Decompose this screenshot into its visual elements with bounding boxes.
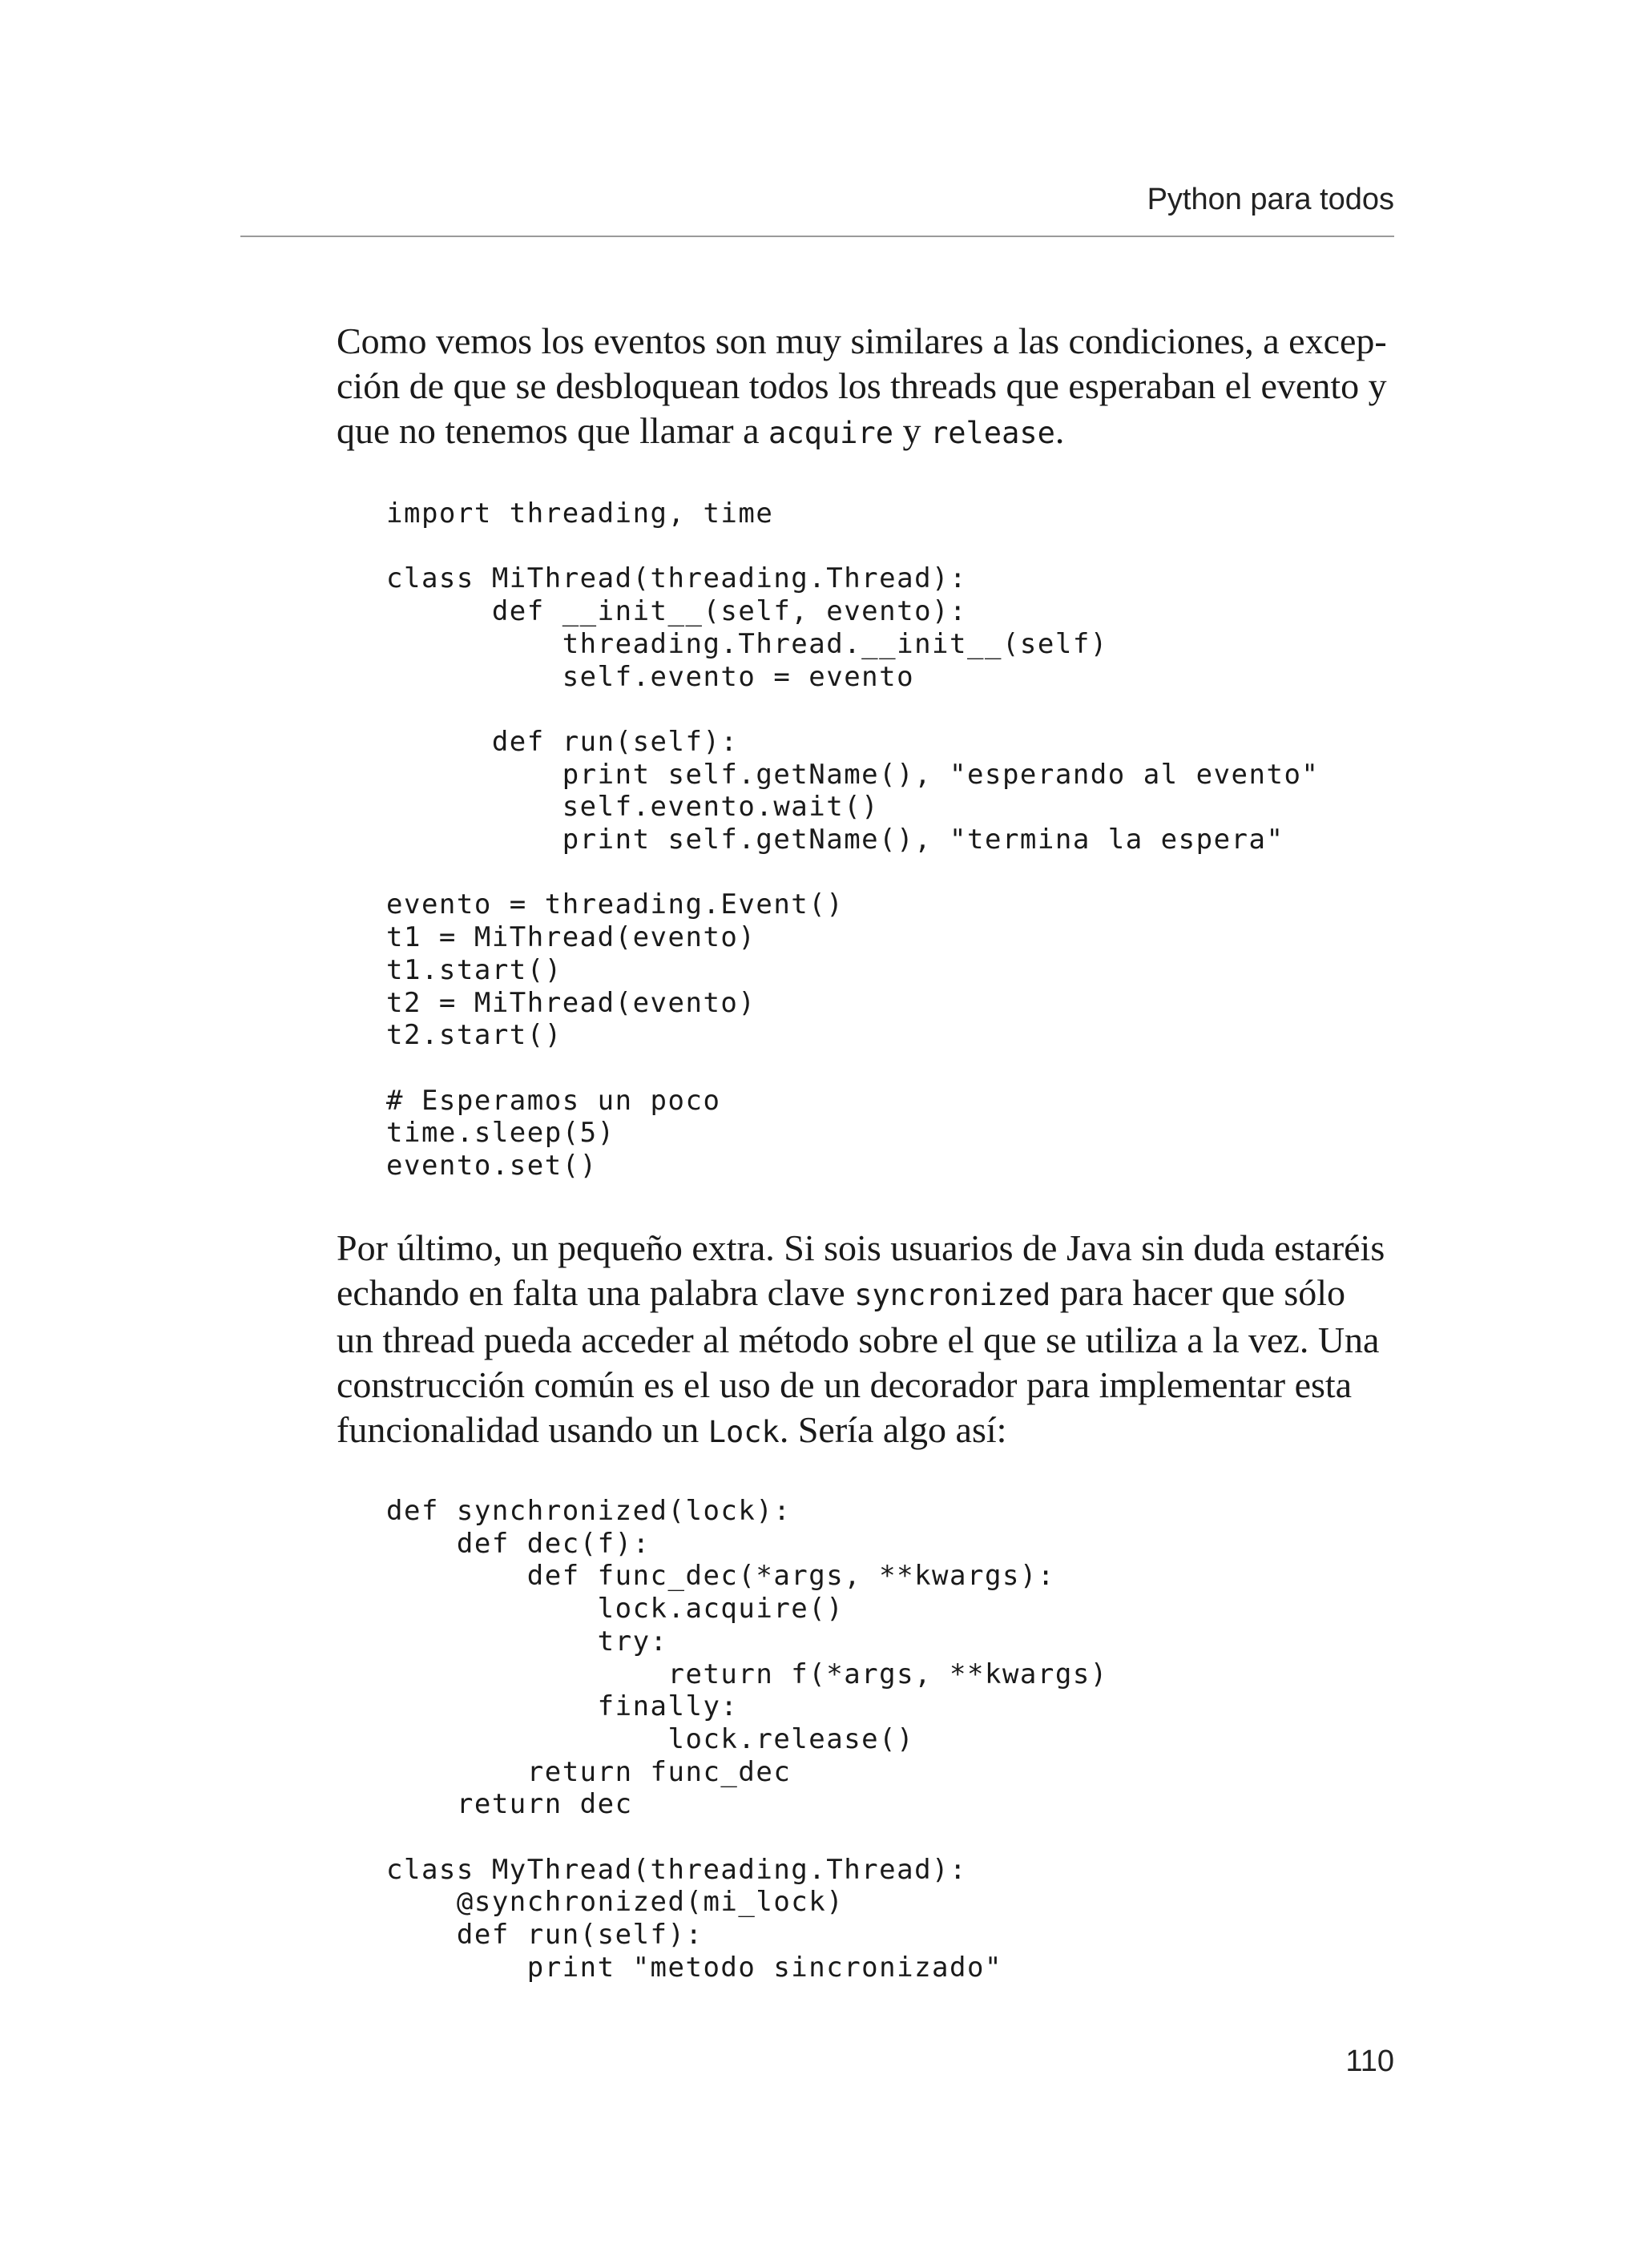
code-line: import threading, time: [386, 498, 774, 530]
code-line: lock.acquire(): [386, 1593, 845, 1625]
code-line: def synchronized(lock):: [386, 1495, 792, 1527]
inline-code-release: release: [929, 416, 1055, 450]
paragraph-line: [337, 1408, 1402, 1455]
code-line: [386, 1821, 1108, 1854]
text-run: funcionalidad usando un: [337, 1409, 708, 1450]
code-line: def dec(f):: [386, 1527, 651, 1560]
inline-code-lock: Lock: [708, 1415, 780, 1449]
code-line: def run(self):: [386, 725, 739, 758]
text-run: para hacer que sólo: [1050, 1272, 1346, 1313]
code-line: [386, 1052, 1319, 1085]
header-divider: [240, 236, 1394, 237]
paragraph-line: [337, 409, 1402, 456]
code-listing-event: [386, 498, 1319, 1182]
paragraph-line: Por último, un pequeño extra. Si sois usuarios de Java sin duda estaréis: [337, 1227, 1385, 1268]
inline-code-acquire: acquire: [768, 416, 893, 450]
paragraph-line: [337, 1271, 1402, 1318]
code-line: try:: [386, 1625, 668, 1658]
body-paragraph-events: [337, 319, 1402, 456]
paragraph-line: Como vemos los eventos son muy similares a las condiciones, a excep-: [337, 320, 1387, 361]
code-line: def __init__(self, evento):: [386, 595, 968, 628]
code-line: class MiThread(threading.Thread):: [386, 562, 968, 595]
code-line: t2.start(): [386, 1019, 562, 1052]
paragraph-line: construcción común es el uso de un decorador para implementar esta: [337, 1364, 1353, 1405]
page-number: 110: [1345, 2044, 1394, 2078]
running-header-title: Python para todos: [1147, 183, 1394, 216]
text-run: .: [1054, 410, 1065, 451]
code-line: print self.getName(), "termina la espera": [386, 824, 1284, 856]
code-line: print self.getName(), "esperando al evento": [386, 758, 1320, 791]
code-line: threading.Thread.__init__(self): [386, 627, 1108, 660]
code-line: # Esperamos un poco: [386, 1084, 721, 1117]
code-line: finally:: [386, 1690, 739, 1723]
paragraph-line: un thread pueda acceder al método sobre el que se utiliza a la vez. Una: [337, 1319, 1380, 1360]
text-run: y: [893, 410, 930, 451]
code-line: return dec: [386, 1788, 633, 1821]
code-line: def func_dec(*args, **kwargs):: [386, 1560, 1055, 1593]
code-line: print "metodo sincronizado": [386, 1951, 1002, 1984]
code-line: [386, 530, 1319, 563]
text-run: echando en falta una palabra clave: [337, 1272, 855, 1313]
code-line: time.sleep(5): [386, 1117, 615, 1150]
code-line: evento.set(): [386, 1150, 598, 1182]
text-run: que no tenemos que llamar a: [337, 410, 769, 451]
paragraph-line: ción de que se desbloquean todos los threads que esperaban el evento y: [337, 365, 1387, 406]
code-line: evento = threading.Event(): [386, 888, 845, 921]
code-line: lock.release(): [386, 1722, 915, 1755]
code-line: t2 = MiThread(evento): [386, 986, 756, 1019]
text-run: . Sería algo así:: [779, 1409, 1007, 1450]
code-line: return func_dec: [386, 1755, 792, 1788]
code-line: [386, 693, 1319, 726]
code-line: @synchronized(mi_lock): [386, 1886, 845, 1919]
code-line: return f(*args, **kwargs): [386, 1658, 1108, 1690]
code-line: class MyThread(threading.Thread):: [386, 1853, 968, 1886]
body-paragraph-synchronized: [337, 1226, 1402, 1455]
code-line: self.evento = evento: [386, 660, 915, 693]
code-line: t1 = MiThread(evento): [386, 921, 756, 954]
code-line: t1.start(): [386, 953, 562, 986]
code-listing-decorator: [386, 1495, 1108, 1984]
code-line: def run(self):: [386, 1919, 704, 1952]
code-line: [386, 856, 1319, 889]
code-line: self.evento.wait(): [386, 791, 880, 824]
inline-code-syncronized: syncronized: [854, 1278, 1051, 1312]
